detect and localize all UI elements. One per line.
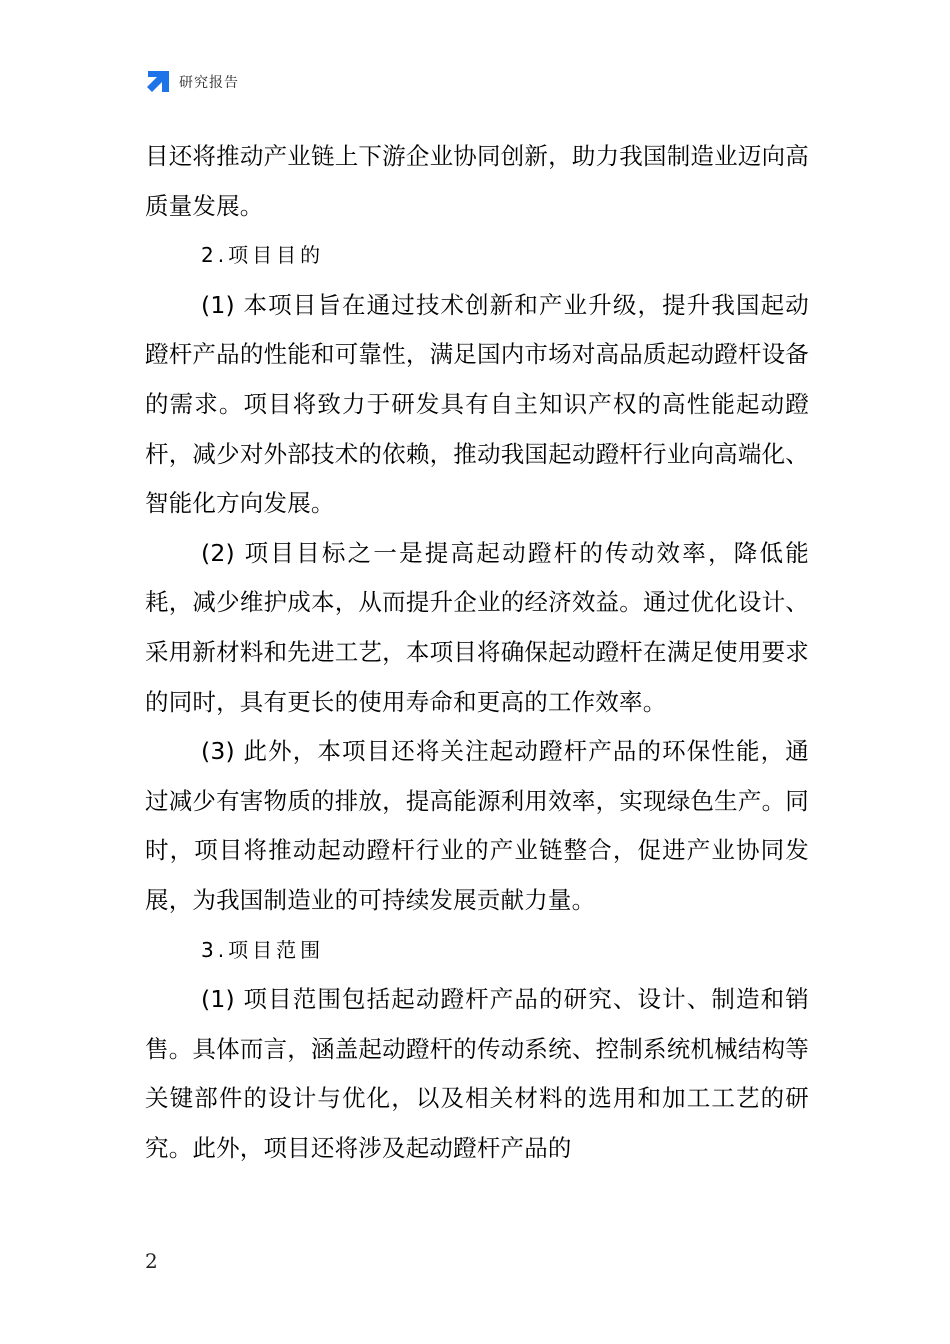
- section-heading-project-purpose: 2.项目目的: [201, 243, 325, 268]
- report-header: [145, 68, 239, 96]
- paragraph-scope-1: (1) 项目范围包括起动蹬杆产品的研究、设计、制造和销售。具体而言，涵盖起动蹬杆的传动系统、控制系统机械结构等关键部件的设计与优化，以及相关材料的选用和加工工艺的研究。此外，项目还将涉及起动蹬杆产品的: [145, 985, 809, 1162]
- section-heading-project-scope: 3.项目范围: [201, 937, 325, 962]
- document-body: [145, 132, 809, 1173]
- header-title: 研究报告: [179, 75, 239, 91]
- paragraph-continuation: 目还将推动产业链上下游企业协同创新，助力我国制造业迈向高质量发展。: [145, 142, 809, 220]
- page-number: 2: [145, 1249, 158, 1273]
- arrow-up-right-logo-icon: [145, 69, 171, 95]
- paragraph-purpose-1: (1) 本项目旨在通过技术创新和产业升级，提升我国起动蹬杆产品的性能和可靠性，满足国内市场对高品质起动蹬杆设备的需求。项目将致力于研发具有自主知识产权的高性能起动蹬杆，减少对外部技术的依赖，推动我国起动蹬杆行业向高端化、智能化方向发展。: [145, 290, 809, 518]
- paragraph-purpose-2: (2) 项目目标之一是提高起动蹬杆的传动效率，降低能耗，减少维护成本，从而提升企业的经济效益。通过优化设计、采用新材料和先进工艺，本项目将确保起动蹬杆在满足使用要求的同时，具有更长的使用寿命和更高的工作效率。: [145, 538, 809, 716]
- paragraph-purpose-3: (3) 此外，本项目还将关注起动蹬杆产品的环保性能，通过减少有害物质的排放，提高能源利用效率，实现绿色生产。同时，项目将推动起动蹬杆行业的产业链整合，促进产业协同发展，为我国制造业的可持续发展贡献力量。: [145, 737, 809, 914]
